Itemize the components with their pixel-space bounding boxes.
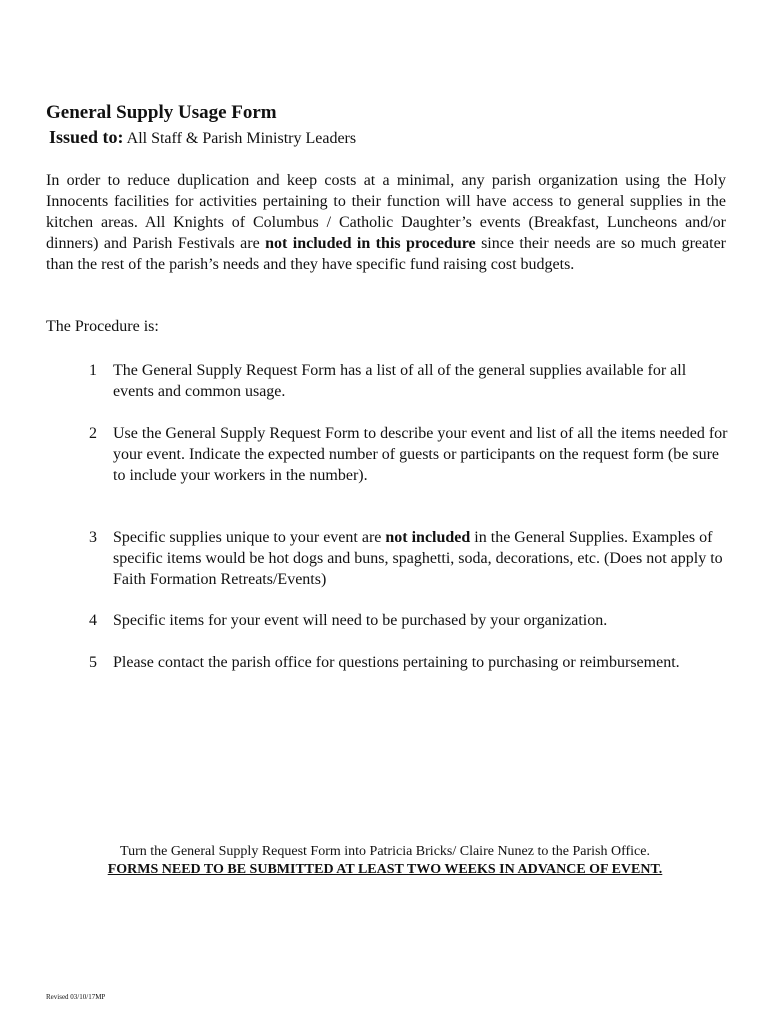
item-text: The General Supply Request Form has a list of all of the general supplies available for all events and common usage. bbox=[113, 362, 687, 400]
intro-text-start: In order to reduce duplication and keep costs at a minimal, any parish organization using the Holy Innocents facilities for activities pertaining to their function will have access to general supplies in the kitchen areas. All Knights of Columbus / Catholic Daughter’s events (Breakfast, Luncheons and/or dinners) and Parish Festivals are bbox=[46, 172, 726, 252]
issued-to-value: All Staff & Parish Ministry Leaders bbox=[126, 130, 357, 147]
item-text-end: in the General Supplies. Examples of specific items would be hot dogs and buns, spaghetti, soda, decorations, etc. (Does not apply to Faith Formation Retreats/Events) bbox=[113, 529, 723, 588]
item-number: 2 bbox=[89, 425, 97, 442]
procedure-heading: The Procedure is: bbox=[46, 318, 159, 335]
item-number: 1 bbox=[89, 362, 97, 379]
item-number: 5 bbox=[89, 654, 97, 671]
procedure-item-3 bbox=[89, 527, 729, 590]
item-text: Please contact the parish office for questions pertaining to purchasing or reimbursement. bbox=[113, 654, 680, 671]
item-text bbox=[113, 527, 729, 590]
revision-note: Revised 03/10/17MP bbox=[46, 993, 106, 1001]
item-number: 4 bbox=[89, 612, 97, 629]
intro-paragraph bbox=[46, 170, 726, 275]
item-bold-text: not included bbox=[385, 529, 471, 546]
procedure-item-2 bbox=[89, 423, 729, 486]
intro-text-end: since their needs are so much greater than the rest of the parish’s needs and they have specific fund raising cost budgets. bbox=[46, 235, 727, 273]
intro-bold-text: not included in this procedure bbox=[265, 235, 476, 252]
footer-deadline-notice: FORMS NEED TO BE SUBMITTED AT LEAST TWO WEEKS IN ADVANCE OF EVENT. bbox=[107, 862, 663, 877]
procedure-item-5 bbox=[89, 652, 729, 673]
procedure-item-1 bbox=[89, 360, 729, 402]
issued-to-line bbox=[49, 127, 356, 148]
item-text: Use the General Supply Request Form to describe your event and list of all the items needed for your event. Indicate the expected number of guests or participants on the request form (be sure to include your workers in the number). bbox=[113, 425, 728, 484]
footer-instruction: Turn the General Supply Request Form into Patricia Bricks/ Claire Nunez to the Parish Office. bbox=[120, 844, 650, 859]
item-number: 3 bbox=[89, 529, 97, 546]
form-title: General Supply Usage Form bbox=[46, 102, 277, 123]
procedure-item-4 bbox=[89, 610, 729, 631]
issued-to-label: Issued to: bbox=[49, 127, 124, 147]
item-text: Specific items for your event will need to be purchased by your organization. bbox=[113, 612, 608, 629]
item-text-start: Specific supplies unique to your event are bbox=[113, 529, 386, 546]
